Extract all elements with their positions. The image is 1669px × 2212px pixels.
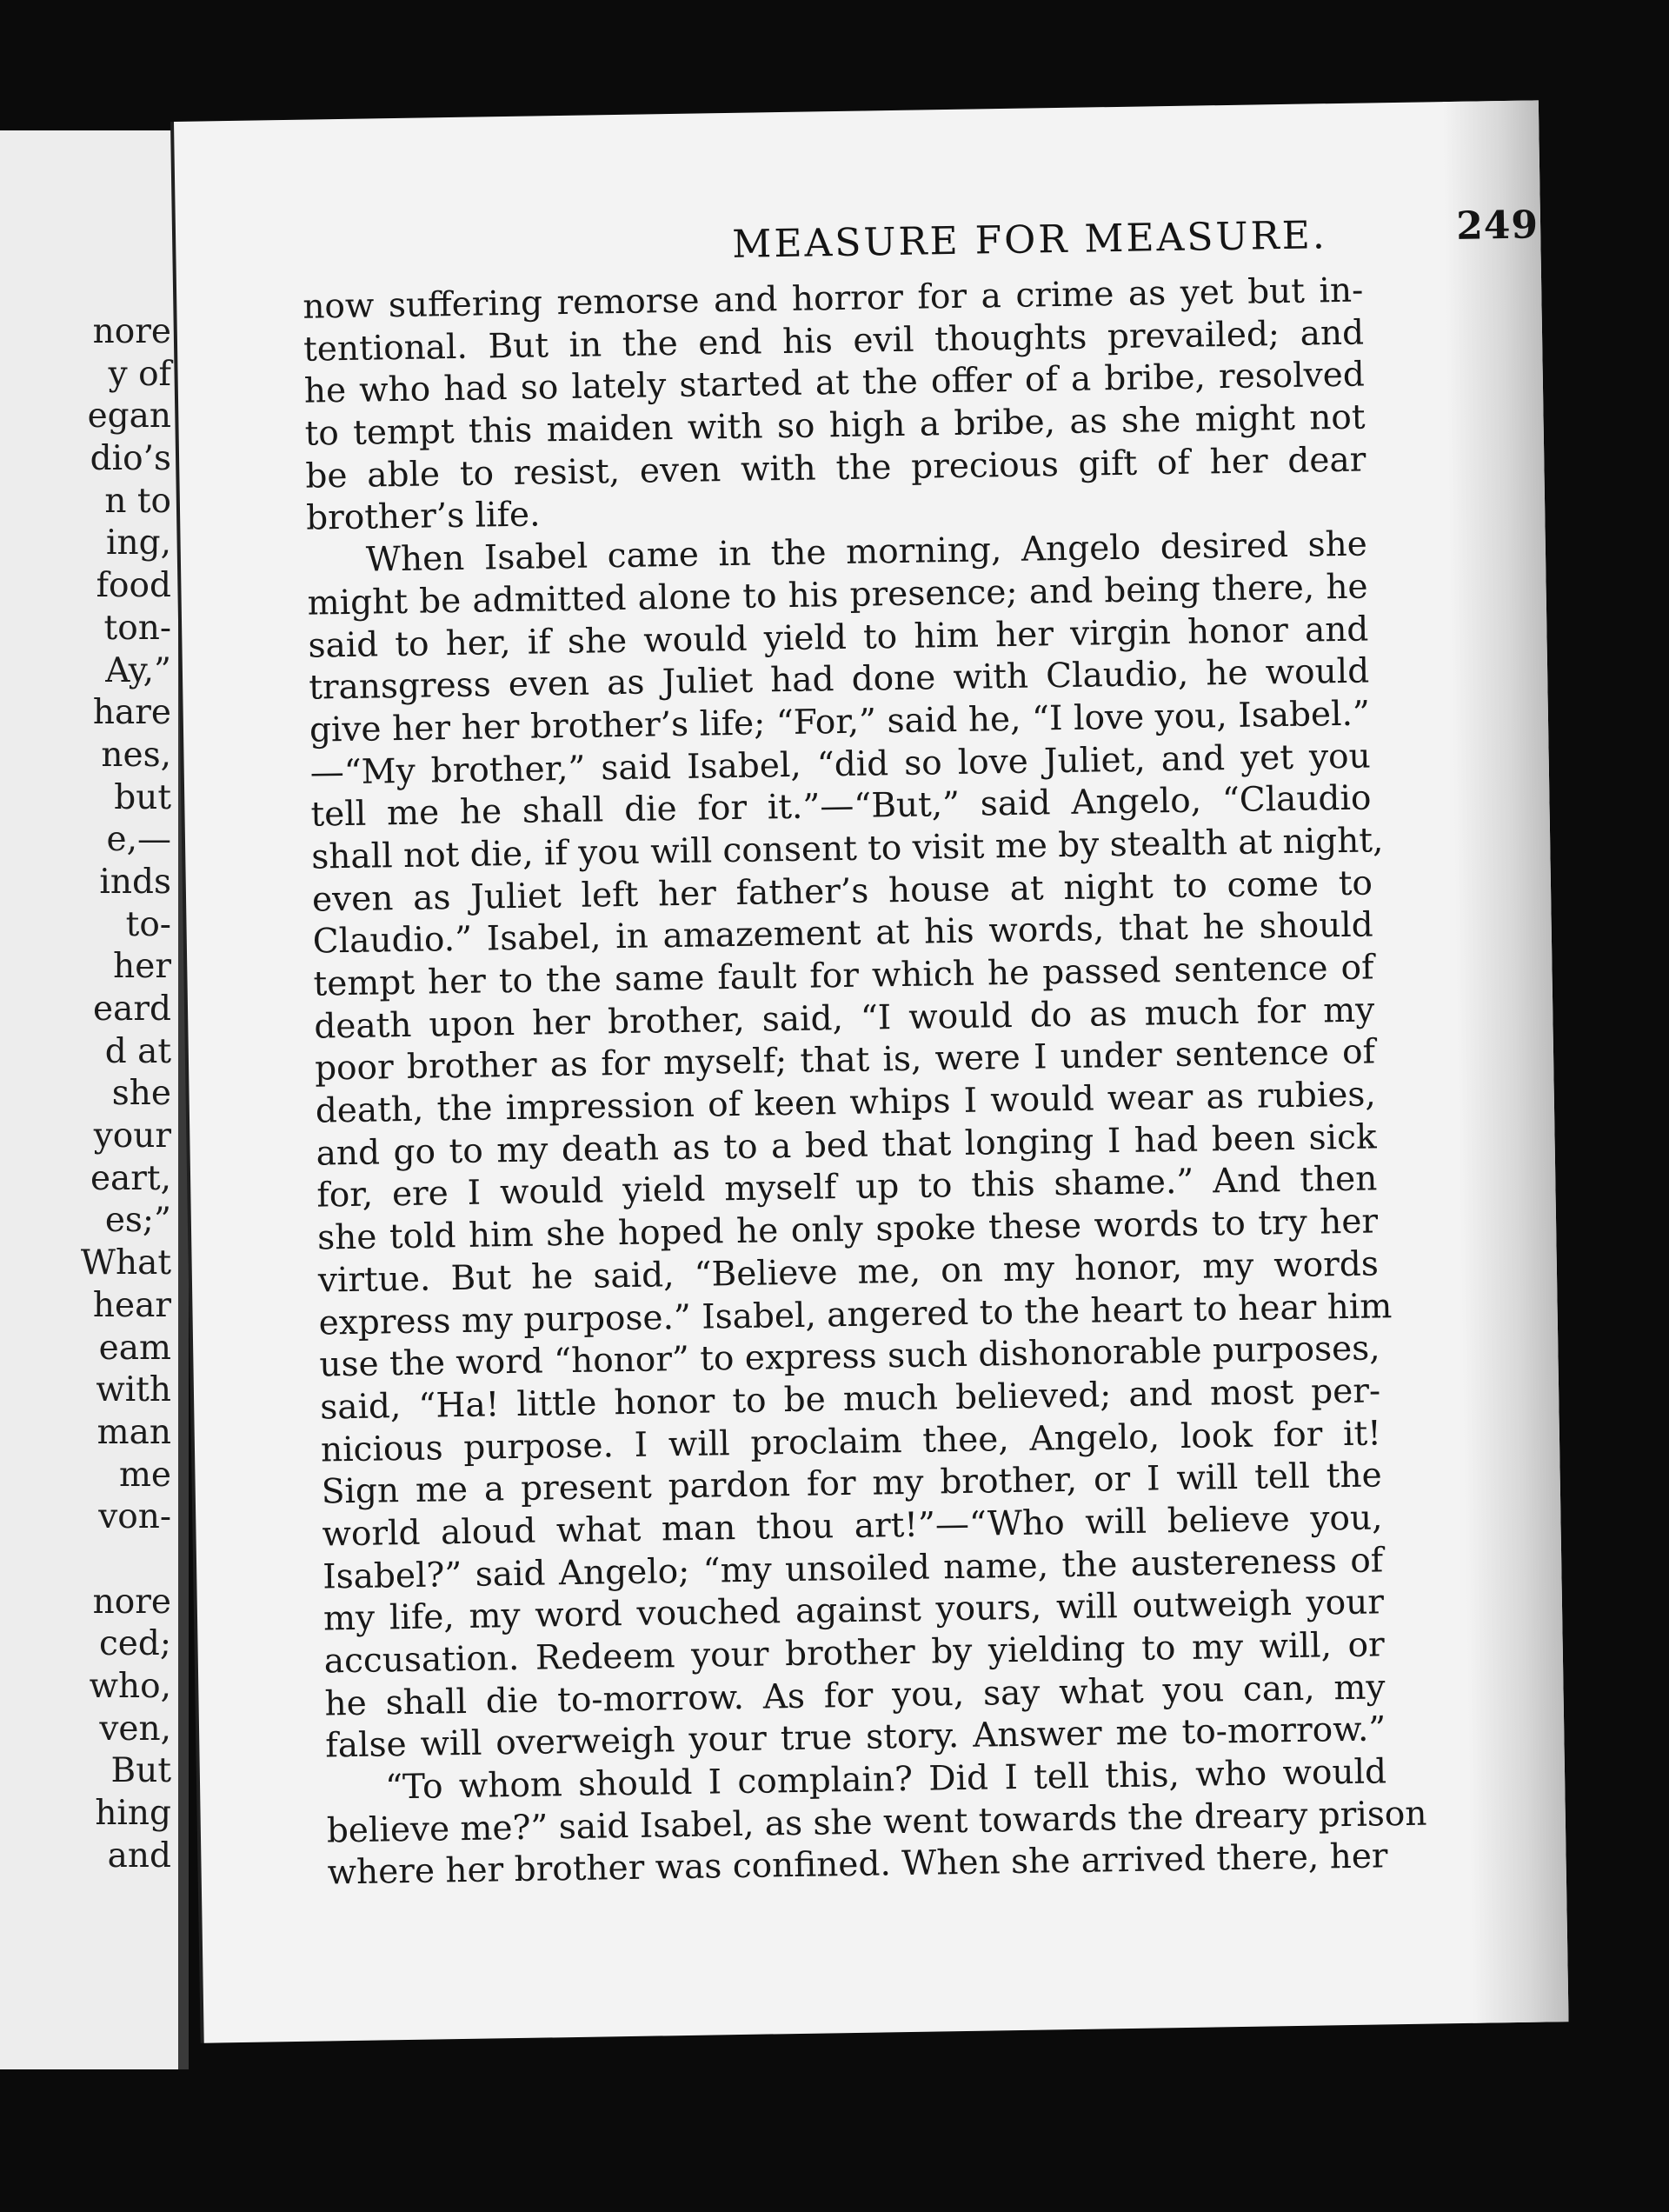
left-page-line: and [107,1836,171,1876]
left-page-line: nore [92,312,171,351]
text-line: now suffering remorse and horror for a crime as yet but in- [303,270,1364,327]
text-line: believe me?” said Isabel, as she went towards the dreary prison [326,1794,1427,1851]
text-line: accusation. Redeem your brother by yielding to my will, or [323,1625,1386,1682]
text-line: tentional. But in the end his evil thoughts prevailed; and [303,313,1365,370]
left-page-line: y of [108,354,171,394]
text-line: virtue. But he said, “Believe me, on my honor, my words [317,1244,1380,1301]
left-page-line: man [96,1412,171,1452]
running-head [556,203,1539,279]
left-facing-page [0,130,187,2069]
left-page-line: ton- [103,608,171,648]
left-page-line: who, [89,1667,171,1706]
left-page-line: Ay,” [105,650,171,690]
left-page-line: eam [98,1328,171,1368]
text-line: to tempt this maiden with so high a bribe, as she might not [304,397,1366,454]
text-line: transgress even as Juliet had done with Claudio, he would [308,651,1370,708]
text-line: he who had so lately started at the offer of a bribe, resolved [303,355,1366,412]
left-page-line: inds [99,862,171,902]
left-page-line: hear [92,1285,171,1325]
left-page-line: to- [125,904,171,944]
left-page-line: nore [92,1582,171,1622]
text-line: said, “Ha! little honor to be much believed; and most per- [319,1371,1381,1428]
left-page-line: hing [95,1794,171,1834]
text-line: use the word “honor” to express such dishonorable purposes, [319,1329,1380,1385]
left-page-line: her [113,947,171,987]
text-line: Isabel?” said Angelo; “my unsoiled name, the austereness of [322,1540,1384,1597]
left-page-line: What [80,1243,171,1283]
text-line: my life, my word vouched against yours, will outweigh your [322,1582,1385,1639]
left-page-line: egan [87,396,171,436]
left-page-line: n to [104,481,171,521]
left-page-line: dio’s [90,439,171,479]
left-page-line: hare [92,693,171,733]
text-line: death upon her brother, said, “I would do as much for my [314,990,1375,1047]
left-page-line: but [114,777,171,817]
text-line: When Isabel came in the morning, Angelo desired she [365,524,1368,580]
left-page-line: ven, [99,1709,171,1749]
text-line: might be admitted alone to his presence; and being there, he [307,567,1368,623]
left-page-line [81,1539,171,1582]
text-line: be able to resist, even with the precious gift of her dear [305,440,1366,496]
text-line: Claudio.” Isabel, in amazement at his words, that he should [312,905,1374,962]
text-line: tempt her to the same fault for which he passed sentence of [313,948,1374,1004]
left-page-line: with [96,1370,171,1410]
left-page-line: e,— [106,820,171,860]
text-line: shall not die, if you will consent to visit me by stealth at night, [310,821,1384,877]
text-line: brother’s life. [305,495,541,539]
left-page-line: ced; [98,1624,171,1664]
text-line: and go to my death as to a bed that longing I had been sick [316,1117,1377,1174]
text-line: where her brother was confined. When she arrived there, her [327,1836,1388,1893]
left-page-line: But [110,1751,171,1791]
left-page-line: ing, [106,523,171,563]
left-page-line: your [93,1116,171,1156]
left-page-line: von- [98,1497,171,1537]
text-line: “To whom should I complain? Did I tell this, who would [384,1752,1387,1808]
left-page-line: eart, [90,1158,171,1198]
text-line: she told him she hoped he only spoke these words to try her [316,1202,1379,1258]
left-page-line: she [111,1074,171,1114]
text-line: he shall die to-morrow. As for you, say what you can, my [324,1668,1386,1724]
text-line: false will overweigh your true story. Answer me to-morrow.” [325,1709,1386,1766]
text-line: world aloud what man thou art!”—“Who will believe you, [322,1498,1383,1555]
text-line: said to her, if she would yield to him her virgin honor and [308,609,1369,666]
text-line: even as Juliet left her father’s house at night to come to [311,863,1373,920]
text-line: Sign me a present pardon for my brother, or I will tell the [321,1456,1382,1512]
body-text [303,270,1427,1896]
left-page-line: nes, [101,735,171,775]
left-page-line: food [96,566,171,606]
text-line: give her her brother’s life; “For,” said he, “I love you, Isabel.” [309,694,1371,750]
text-line: express my purpose.” Isabel, angered to the heart to hear him [318,1286,1393,1343]
text-line: —“My brother,” said Isabel, “did so love Juliet, and yet you [309,736,1371,793]
text-line: nicious purpose. I will proclaim thee, Angelo, look for it! [320,1413,1382,1470]
running-title: MEASURE FOR MEASURE. [731,213,1328,267]
text-line: for, ere I would yield myself up to this shame.” And then [316,1159,1378,1216]
left-page-line: es;” [104,1201,171,1241]
page-edge-shadow [1443,100,1569,2022]
text-line: tell me he shall die for it.”—“But,” said Angelo, “Claudio [310,778,1372,835]
right-page [174,100,1569,2042]
page-number: 249 [1455,203,1539,249]
text-line: poor brother as for myself; that is, were I under sentence of [314,1032,1376,1089]
left-page-text [81,311,171,1877]
left-page-line: eard [93,989,171,1029]
left-page-line: d at [104,1031,171,1071]
text-line: death, the impression of keen whips I would wear as rubies, [315,1075,1377,1131]
left-page-line: me [118,1455,171,1495]
